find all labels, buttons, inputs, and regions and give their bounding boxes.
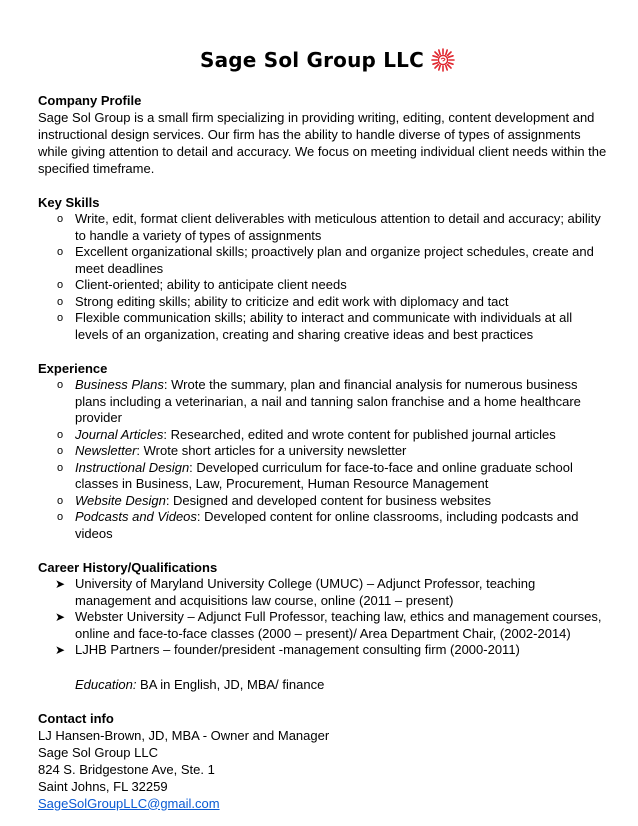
circle-bullet-icon: o (57, 445, 64, 457)
contact-heading: Contact info (38, 710, 114, 726)
circle-bullet-icon: o (57, 428, 64, 441)
list-item: o Strong editing skills; ability to criticize and edit work with diplomacy and tact (57, 293, 509, 309)
company-profile-heading: Company Profile (38, 93, 142, 108)
arrow-bullet-icon: ➤ (55, 610, 66, 624)
list-item: o Journal Articles: Researched, edited and wrote content for published journal articles (57, 426, 556, 442)
career-list (38, 576, 608, 659)
experience-section (38, 360, 608, 542)
list-item: o Write, edit, format client deliverables with meticulous attention to detail and accuracy; ability to handle a variety of types of assignments (57, 211, 601, 243)
list-item: ➤ LJHB Partners – founder/president -management consulting firm (2000-2011) (55, 642, 520, 657)
circle-bullet-icon: o (57, 461, 64, 474)
career-heading: Career History/Qualifications (38, 560, 218, 575)
arrow-bullet-icon: ➤ (55, 643, 66, 657)
circle-bullet-icon: o (57, 511, 64, 523)
list-item: ➤ University of Maryland University College (UMUC) – Adjunct Professor, teaching management and acquisitions law course, online (2011 – present) (55, 576, 536, 608)
contact-city: Saint Johns, FL 32259 (38, 778, 168, 794)
circle-bullet-icon: o (57, 213, 64, 225)
circle-bullet-icon: o (57, 312, 64, 324)
key-skills-heading: Key Skills (38, 195, 100, 210)
brand-name: Sage Sol Group LLC (199, 48, 424, 72)
list-item: o Excellent organizational skills; proactively plan and organize project schedules, create and meet deadlines (57, 244, 594, 276)
arrow-bullet-icon: ➤ (55, 577, 66, 591)
key-skills-list (38, 211, 608, 343)
contact-name: LJ Hansen-Brown, JD, MBA - Owner and Manager (38, 727, 330, 743)
experience-list (38, 377, 608, 542)
list-item: o Newsletter: Wrote short articles for a university newsletter (57, 443, 407, 458)
contact-address: 824 S. Bridgestone Ave, Ste. 1 (38, 761, 215, 777)
circle-bullet-icon: o (57, 279, 64, 291)
document-header (48, 40, 608, 80)
contact-company: Sage Sol Group LLC (38, 744, 158, 760)
circle-bullet-icon: o (57, 295, 64, 308)
career-section (38, 559, 608, 693)
key-skills-section (38, 194, 608, 343)
circle-bullet-icon: o (57, 379, 64, 391)
list-item: ➤ Webster University – Adjunct Full Professor, teaching law, ethics and management courses, online and face-to-face classes (2000 – present)/ Area Department Chair, (2002-2014) (55, 609, 602, 641)
list-item: o Flexible communication skills; ability to interact and communicate with individuals at all levels of an organization, creating and sharing creative ideas and best practices (57, 310, 573, 342)
list-item: o Website Design: Designed and developed content for business websites (57, 492, 492, 508)
list-item: o Instructional Design: Developed curriculum for face-to-face and online graduate school classes in Business, Law, Procurement, Human Resource Management (57, 459, 573, 491)
email-link[interactable]: SageSolGroupLLC@gmail.com (38, 795, 220, 811)
sun-logo-icon (430, 47, 456, 73)
circle-bullet-icon: o (57, 494, 64, 507)
list-item: o Client-oriented; ability to anticipate client needs (57, 277, 347, 292)
contact-section (38, 710, 608, 812)
experience-heading: Experience (38, 361, 108, 376)
company-profile-section (38, 92, 608, 177)
circle-bullet-icon: o (57, 246, 64, 258)
education-line: Education: BA in English, JD, MBA/ finance (75, 676, 325, 692)
list-item: o Podcasts and Videos: Developed content for online classrooms, including podcasts and videos (57, 509, 579, 541)
company-profile-body: Sage Sol Group is a small firm specializing in providing writing, editing, content development and instructional design services. Our firm has the ability to handle diverse of types of assignments while giving attention to detail and accuracy. We focus on meeting individual client needs within the specified timeframe. (38, 110, 607, 176)
list-item: o Business Plans: Wrote the summary, plan and financial analysis for numerous business plans including a veterinarian, a nail and tanning salon franchise and a home healthcare provider (57, 377, 581, 425)
